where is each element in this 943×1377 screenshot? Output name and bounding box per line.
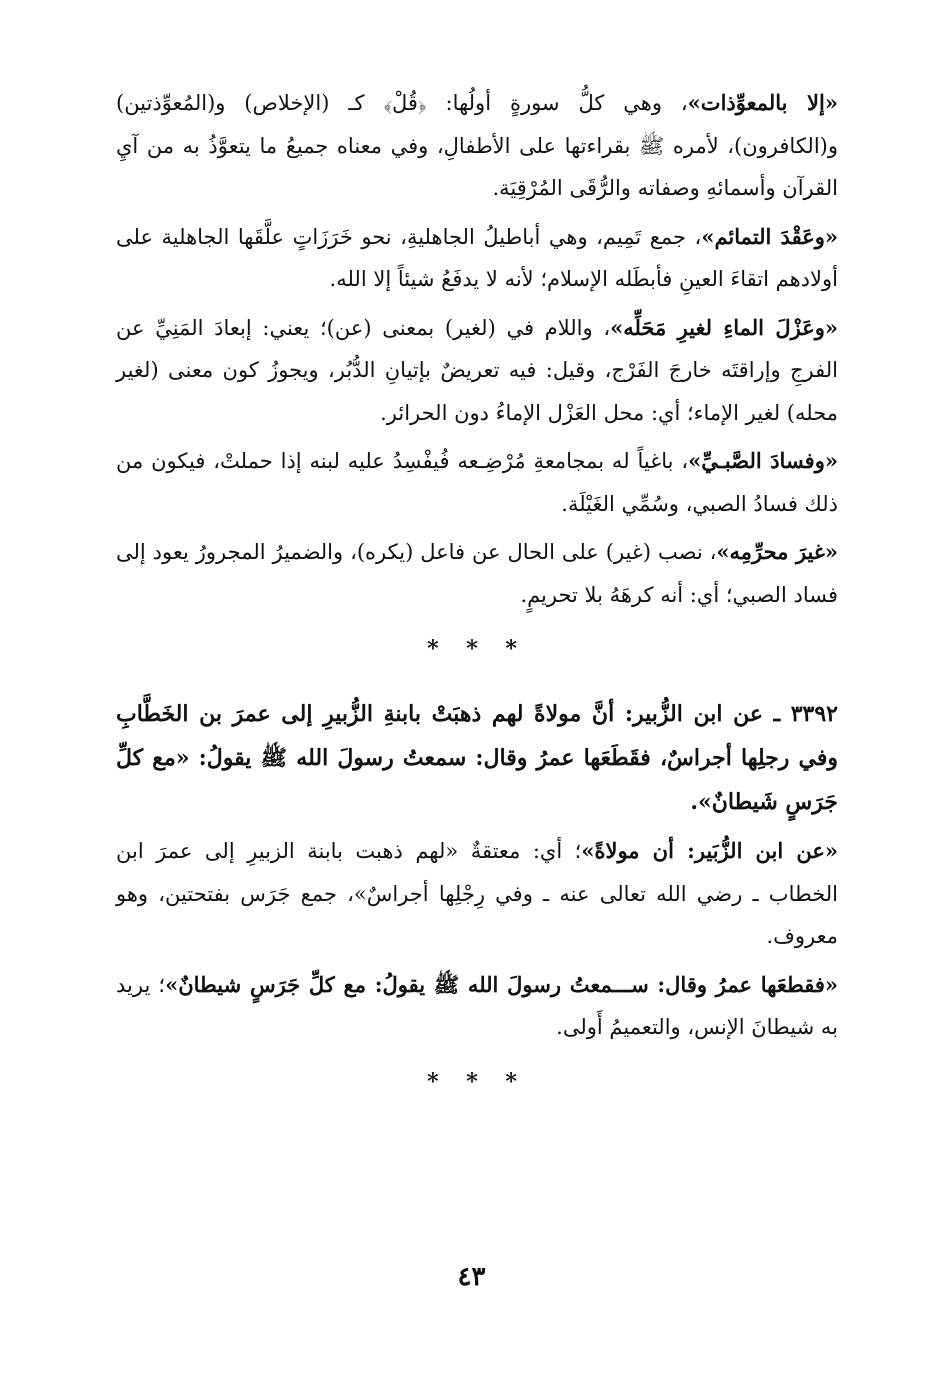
- section-separator: * * *: [427, 636, 527, 662]
- section-separator: * * *: [427, 1068, 527, 1095]
- paragraph-lemma: «وفسادَ الصَّبـيِّ»: [688, 448, 838, 473]
- page-number: ٤٣: [457, 1262, 486, 1292]
- paragraph-text: ، وهي كلُّ سورةٍ أولُها: ﴿قُلْ﴾ كـ (الإخلاص) و(المُعوِّذتين) و(الكافرون)، لأمره ﷺ بقراءتها على الأطفالِ، وفي معناه جميعُ ما يتعوَّذُ به من آيِ القرآن وأسمائهِ وصفاته والرُّقَى المُرْقِيَة.: [116, 91, 838, 200]
- paragraph-fasad-sabi: [116, 440, 838, 525]
- paragraph-lemma: «وعَزْلَ الماءِ لغيرِ مَحَلِّه»: [610, 314, 838, 340]
- paragraph-muawwidhat: [116, 82, 838, 210]
- paragraph-lemma: «وعَقْدَ التمائم»: [701, 223, 838, 249]
- paragraph-lemma: «فقطعَها عمرُ وقال: ســـمعتُ رسولَ الله ﷺ يقولُ: مع كلِّ جَرَسٍ شيطانٌ»: [165, 971, 838, 997]
- paragraph-text: ، جمع تَمِيم، وهي أباطيلُ الجاهليةِ، نحو خَرَزَاتٍ علَّقَها الجاهلية على أولادهم اتقاءَ العينِ فأبطَله الإسلام؛ لأنه لا يدفَعُ شيئاً إلا الله.: [116, 224, 838, 291]
- paragraph-text: ، باغياً له بمجامعةِ مُرْضِـعه فُيفْسِدُ عليه لبنه إذا حملتْ، فيكون من ذلك فسادُ الصبي، وسُمِّي الغَيْلَة.: [116, 449, 838, 516]
- paragraph-text: ، نصب (غير) على الحال عن فاعل (يكره)، والضميرُ المجرورُ يعود إلى فساد الصبي؛ أي: أنه كرهَهُ بلا تحريمٍ.: [116, 540, 838, 607]
- paragraph-lemma: «إلا بالمعوِّذات»: [687, 90, 838, 115]
- paragraph-text: ؛ يريد به شيطانَ الإنس، والتعميمُ أَولى.: [116, 972, 838, 1039]
- paragraph-tamaim: [116, 216, 838, 301]
- paragraph-text: ، واللام في (لغير) بمعنى (عن)؛ يعني: إبعادَ المَنِيِّ عن الفرجِ وإراقتَه خارجَ الفَرْج، وقيل: فيه تعريضٌ بإتيانِ الدُّبُر، ويجوزُ كون معنى (لغير محله) لغير الإماء؛ أي: محل العَزْل الإماءُ دون الحرائر.: [116, 315, 838, 425]
- paragraph-lemma: «عن ابن الزُّبَير: أن مولاةً»: [581, 838, 838, 863]
- paragraph-azl: [116, 307, 838, 435]
- page-body: [116, 82, 838, 1125]
- paragraph-ghayr-muharrimih: [116, 531, 838, 616]
- paragraph-qataaha: [116, 964, 838, 1049]
- paragraph-lemma: «غيرَ محرِّمِه»: [716, 539, 838, 564]
- paragraph-mawlat: [116, 830, 838, 958]
- hadith-text: ٣٣٩٢ ـ عن ابن الزُّبير: أنَّ مولاةً لهم ذهبَتْ بابنةِ الزُّبيرِ إلى عمرَ بن الخَطَّابِ وفي رجلِها أجراسٌ، فقَطَعَها عمرُ وقال: سمعتُ رسولَ الله ﷺ يقولُ: «مع كلِّ جَرَسٍ شَيطانٌ».: [116, 701, 838, 815]
- paragraph-text: ؛ أي: معتقةٌ «لهم ذهبت بابنة الزبيرِ إلى عمرَ ابن الخطاب ـ رضي الله تعالى عنه ـ وفي رِجْلِها أجراسٌ»، جمع جَرَس بفتحتين، وهو معروف.: [116, 839, 838, 948]
